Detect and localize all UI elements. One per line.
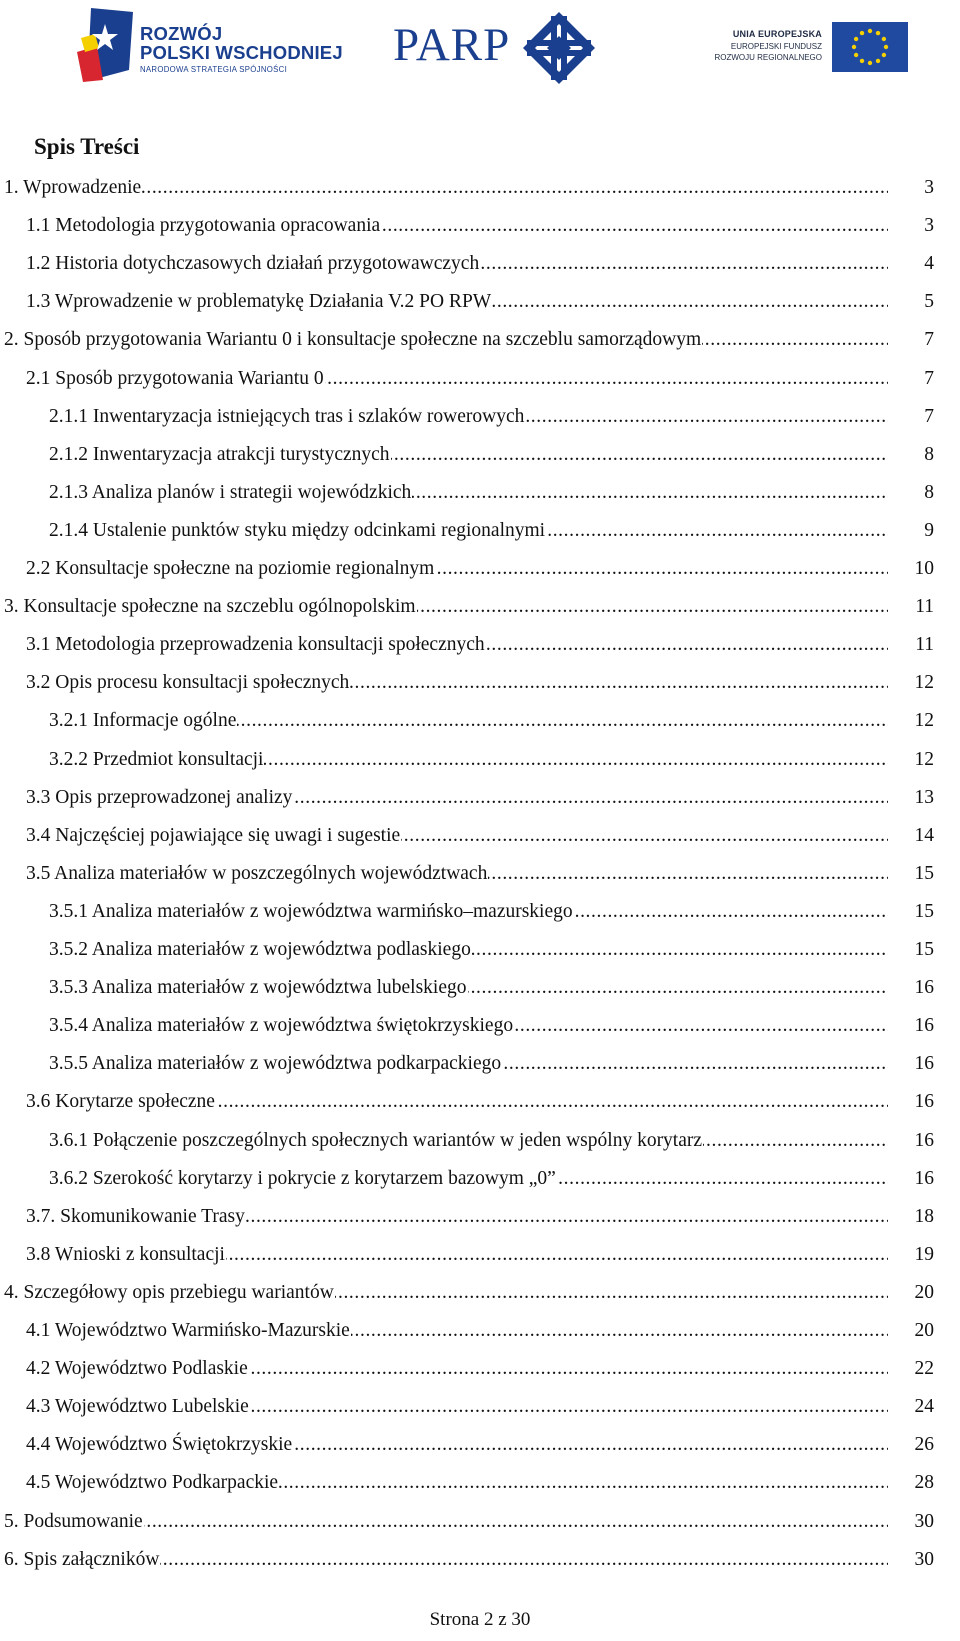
rpw-logo-line1: ROZWÓJ bbox=[140, 23, 223, 44]
toc-entry[interactable] bbox=[4, 1546, 934, 1584]
toc-entry-label: 3.6.2 Szerokość korytarzy i pokrycie z korytarzem bazowym „0” bbox=[49, 1167, 556, 1189]
toc-entry-title bbox=[26, 784, 888, 812]
toc-entry-title bbox=[4, 326, 888, 354]
toc-entry[interactable] bbox=[49, 707, 934, 745]
toc-entry-page-number: 20 bbox=[888, 1279, 934, 1307]
toc-entry[interactable] bbox=[4, 593, 934, 631]
toc-entry-title bbox=[49, 936, 888, 964]
toc-entry-title bbox=[49, 441, 888, 469]
toc-entry-page-number: 20 bbox=[888, 1317, 934, 1345]
toc-entry-page-number: 30 bbox=[888, 1546, 934, 1574]
eu-logo-text bbox=[702, 28, 822, 63]
toc-entry-title bbox=[26, 1355, 888, 1383]
toc-title: Spis Treści bbox=[34, 134, 140, 159]
toc-entry-title bbox=[49, 1050, 888, 1078]
toc-entry[interactable] bbox=[26, 250, 934, 288]
toc-entry-title bbox=[49, 517, 888, 545]
toc-entry-title bbox=[4, 1546, 888, 1574]
toc-entry-page-number: 3 bbox=[888, 212, 934, 240]
rpw-logo-line2: POLSKI WSCHODNIEJ bbox=[140, 42, 343, 63]
toc-entry-page-number: 7 bbox=[888, 403, 934, 431]
toc-entry-title bbox=[26, 669, 888, 697]
toc-entry-title bbox=[26, 1203, 888, 1231]
toc-entry-page-number: 12 bbox=[888, 707, 934, 735]
toc-entry-label: 3.5.1 Analiza materiałów z województwa warmińsko–mazurskiego bbox=[49, 900, 573, 922]
toc-entry[interactable] bbox=[26, 631, 934, 669]
toc-entry-title bbox=[26, 1241, 888, 1269]
toc-entry-title bbox=[49, 746, 888, 774]
toc-entry[interactable] bbox=[26, 1317, 934, 1355]
toc-entry-title bbox=[49, 898, 888, 926]
toc-entry-label: 4.2 Województwo Podlaskie bbox=[26, 1358, 248, 1380]
eu-logo-line1: UNIA EUROPEJSKA bbox=[732, 29, 822, 39]
toc-entry[interactable] bbox=[26, 212, 934, 250]
toc-entry-page-number: 7 bbox=[888, 365, 934, 393]
toc-entry[interactable] bbox=[49, 936, 934, 974]
toc-entry-page-number: 16 bbox=[888, 1012, 934, 1040]
toc-entry-page-number: 7 bbox=[888, 326, 934, 354]
toc-entry-title bbox=[26, 212, 888, 240]
toc-entry-title bbox=[26, 1431, 888, 1459]
toc-entry-title bbox=[26, 1393, 888, 1421]
toc-entry-page-number: 15 bbox=[888, 936, 934, 964]
toc-entry-page-number: 14 bbox=[888, 822, 934, 850]
toc-entry-page-number: 19 bbox=[888, 1241, 934, 1269]
eu-logo-line2: EUROPEJSKI FUNDUSZ bbox=[730, 42, 822, 51]
toc-entry-page-number: 30 bbox=[888, 1508, 934, 1536]
toc-entry[interactable] bbox=[26, 1088, 934, 1126]
toc-entry-page-number: 5 bbox=[888, 288, 934, 316]
toc-entry-label: 3.5.2 Analiza materiałów z województwa podlaskiego bbox=[49, 939, 471, 960]
toc-entry-label: 3.2.2 Przedmiot konsultacji bbox=[49, 748, 264, 770]
rpw-logo-text bbox=[140, 24, 343, 76]
toc-entry-label: 3.6.1 Połączenie poszczególnych społecznych wariantów w jeden wspólny korytarz bbox=[49, 1129, 703, 1151]
toc-entry-page-number: 28 bbox=[888, 1469, 934, 1497]
toc-entry[interactable] bbox=[49, 1050, 934, 1088]
toc-entry-page-number: 11 bbox=[888, 593, 934, 621]
toc-entry-label: 3.8 Wnioski z konsultacji bbox=[26, 1243, 225, 1265]
toc-entry-label: 3.1 Metodologia przeprowadzenia konsultacji społecznych bbox=[26, 634, 485, 656]
toc-entry-title bbox=[49, 403, 888, 431]
toc-entry-label: 6. Spis załączników bbox=[4, 1548, 160, 1570]
toc-entry-page-number: 8 bbox=[888, 441, 934, 469]
toc-entry-label: 3.6 Korytarze społeczne bbox=[26, 1091, 215, 1113]
toc-entry-title bbox=[26, 288, 888, 316]
toc-entry-label: 3.5 Analiza materiałów w poszczególnych województwach bbox=[26, 862, 488, 884]
toc-entry-label: 5. Podsumowanie bbox=[4, 1510, 143, 1532]
toc-entry-title bbox=[49, 479, 888, 507]
toc-entry-page-number: 11 bbox=[888, 631, 934, 659]
toc-entry-label: 2. Sposób przygotowania Wariantu 0 i konsultacje społeczne na szczeblu samorządowym bbox=[4, 329, 702, 351]
toc-entry-page-number: 22 bbox=[888, 1355, 934, 1383]
toc-entry[interactable] bbox=[26, 555, 934, 593]
toc-entry-label: 1.1 Metodologia przygotowania opracowania bbox=[26, 215, 381, 237]
toc-entry[interactable] bbox=[49, 898, 934, 936]
toc-entry-label: 4.3 Województwo Lubelskie bbox=[26, 1396, 249, 1418]
toc-entry[interactable] bbox=[49, 479, 934, 517]
toc-entry-label: 3.4 Najczęściej pojawiające się uwagi i sugestie bbox=[26, 824, 401, 846]
toc-entry[interactable] bbox=[49, 517, 934, 555]
toc-entry-title bbox=[26, 365, 888, 393]
toc-entry[interactable] bbox=[4, 326, 934, 364]
toc-entry-label: 1.2 Historia dotychczasowych działań przygotowawczych bbox=[26, 253, 480, 275]
rpw-emblem-icon bbox=[77, 8, 135, 84]
toc-entry-title bbox=[49, 1127, 888, 1155]
toc-entry[interactable] bbox=[26, 365, 934, 403]
toc-entry-page-number: 8 bbox=[888, 479, 934, 507]
parp-diamond-icon bbox=[521, 10, 597, 86]
toc-entry-page-number: 16 bbox=[888, 1127, 934, 1155]
toc-entry-page-number: 9 bbox=[888, 517, 934, 545]
toc-entry-label: 3.5.3 Analiza materiałów z województwa lubelskiego bbox=[49, 977, 467, 999]
toc-entry-label: 2.1.2 Inwentaryzacja atrakcji turystycznych bbox=[49, 443, 390, 465]
toc-entry-page-number: 16 bbox=[888, 1050, 934, 1078]
toc-entry-page-number: 10 bbox=[888, 555, 934, 583]
toc-entry[interactable] bbox=[26, 784, 934, 822]
toc-entry-label: 2.1.1 Inwentaryzacja istniejących tras i szlaków rowerowych bbox=[49, 405, 525, 427]
toc-entry-page-number: 24 bbox=[888, 1393, 934, 1421]
toc-entry-label: 1. Wprowadzenie bbox=[4, 177, 142, 198]
toc-entry-label: 2.1 Sposób przygotowania Wariantu 0 bbox=[26, 367, 324, 389]
toc-entry-title bbox=[4, 1279, 888, 1307]
toc-entry[interactable] bbox=[49, 1127, 934, 1165]
toc-entry-label: 2.2 Konsultacje społeczne na poziomie regionalnym bbox=[26, 558, 435, 579]
page-header bbox=[0, 0, 960, 95]
toc-entry-label: 3.3 Opis przeprowadzonej analizy bbox=[26, 786, 293, 808]
toc-entry-label: 2.1.3 Analiza planów i strategii wojewódzkich bbox=[49, 481, 412, 503]
toc-entry-page-number: 3 bbox=[888, 174, 934, 202]
toc-entry-page-number: 18 bbox=[888, 1203, 934, 1231]
toc-entry[interactable] bbox=[49, 403, 934, 441]
toc-entry-label: 4. Szczegółowy opis przebiegu wariantów bbox=[4, 1281, 334, 1303]
parp-logo bbox=[393, 10, 603, 85]
toc-entry[interactable] bbox=[49, 1165, 934, 1203]
toc-entry[interactable] bbox=[49, 974, 934, 1012]
toc-entry[interactable] bbox=[26, 1393, 934, 1431]
toc-entry-label: 3.5.4 Analiza materiałów z województwa świętokrzyskiego bbox=[49, 1015, 514, 1037]
toc-entry-title bbox=[26, 1469, 888, 1497]
toc-entry-title bbox=[49, 1012, 888, 1040]
toc-entry-page-number: 16 bbox=[888, 1165, 934, 1193]
toc-entry-page-number: 16 bbox=[888, 974, 934, 1002]
page-footer: Strona 2 z 30 bbox=[429, 1609, 531, 1630]
toc-entry-page-number: 15 bbox=[888, 898, 934, 926]
toc-entry-title bbox=[4, 593, 888, 621]
toc-entry[interactable] bbox=[26, 1431, 934, 1469]
toc-entry[interactable] bbox=[4, 1508, 934, 1546]
toc-entry-label: 1.3 Wprowadzenie w problematykę Działania V.2 PO RPW bbox=[26, 291, 492, 313]
toc-entry[interactable] bbox=[49, 1012, 934, 1050]
toc-entry-page-number: 16 bbox=[888, 1088, 934, 1116]
toc-entry[interactable] bbox=[26, 669, 934, 707]
toc-entry[interactable] bbox=[26, 1469, 934, 1507]
toc-entry-label: 3.2.1 Informacje ogólne bbox=[49, 710, 237, 732]
toc-entry-label: 3.2 Opis procesu konsultacji społecznych bbox=[26, 672, 350, 694]
toc-entry-title bbox=[26, 822, 888, 850]
toc-entry-label: 3.5.5 Analiza materiałów z województwa podkarpackiego bbox=[49, 1053, 502, 1075]
toc-entry-title bbox=[26, 631, 888, 659]
toc-entry[interactable] bbox=[49, 441, 934, 479]
toc-entry-page-number: 4 bbox=[888, 250, 934, 278]
toc-entry-page-number: 26 bbox=[888, 1431, 934, 1459]
toc-entry-title bbox=[4, 1508, 888, 1536]
toc-entry-label: 4.4 Województwo Świętokrzyskie bbox=[26, 1434, 293, 1456]
eu-flag-icon bbox=[832, 22, 908, 72]
unia-europejska-logo bbox=[702, 18, 912, 78]
toc-entry-title bbox=[49, 974, 888, 1002]
toc-entry-page-number: 12 bbox=[888, 746, 934, 774]
toc-entry[interactable] bbox=[4, 174, 934, 212]
toc-entry[interactable] bbox=[26, 1355, 934, 1393]
toc-entry-label: 3.7. Skomunikowanie Trasy bbox=[26, 1205, 245, 1227]
toc-entry[interactable] bbox=[26, 1241, 934, 1279]
toc-entry-label: 2.1.4 Ustalenie punktów styku między odcinkami regionalnymi bbox=[49, 519, 546, 541]
rpw-logo-line3: NARODOWA STRATEGIA SPÓJNOŚCI bbox=[140, 65, 288, 74]
toc-entry-title bbox=[26, 1317, 888, 1345]
toc-entry-label: 3. Konsultacje społeczne na szczeblu ogólnopolskim bbox=[4, 596, 416, 618]
toc-entry[interactable] bbox=[26, 822, 934, 860]
parp-logo-text: PARP bbox=[393, 19, 511, 71]
toc-entry-title bbox=[49, 1165, 888, 1193]
rozwoj-polski-wschodniej-logo bbox=[77, 8, 347, 86]
toc-entry-title bbox=[4, 174, 888, 202]
toc-entry-page-number: 13 bbox=[888, 784, 934, 812]
eu-logo-line3: ROZWOJU REGIONALNEGO bbox=[714, 53, 822, 62]
toc-entry[interactable] bbox=[26, 1203, 934, 1241]
toc-entry-page-number: 15 bbox=[888, 860, 934, 888]
toc-entry-title bbox=[26, 555, 888, 583]
toc-entry[interactable] bbox=[26, 288, 934, 326]
toc-entry[interactable] bbox=[26, 860, 934, 898]
toc-entry-page-number: 12 bbox=[888, 669, 934, 697]
toc-entry[interactable] bbox=[49, 746, 934, 784]
toc-entry-title bbox=[26, 860, 888, 888]
toc-entry-title bbox=[49, 707, 888, 735]
toc-entry[interactable] bbox=[4, 1279, 934, 1317]
toc-entry-title bbox=[26, 250, 888, 278]
toc-entry-label: 4.1 Województwo Warmińsko-Mazurskie bbox=[26, 1320, 350, 1341]
toc-entry-label: 4.5 Województwo Podkarpackie bbox=[26, 1472, 279, 1494]
toc-entry-title bbox=[26, 1088, 888, 1116]
